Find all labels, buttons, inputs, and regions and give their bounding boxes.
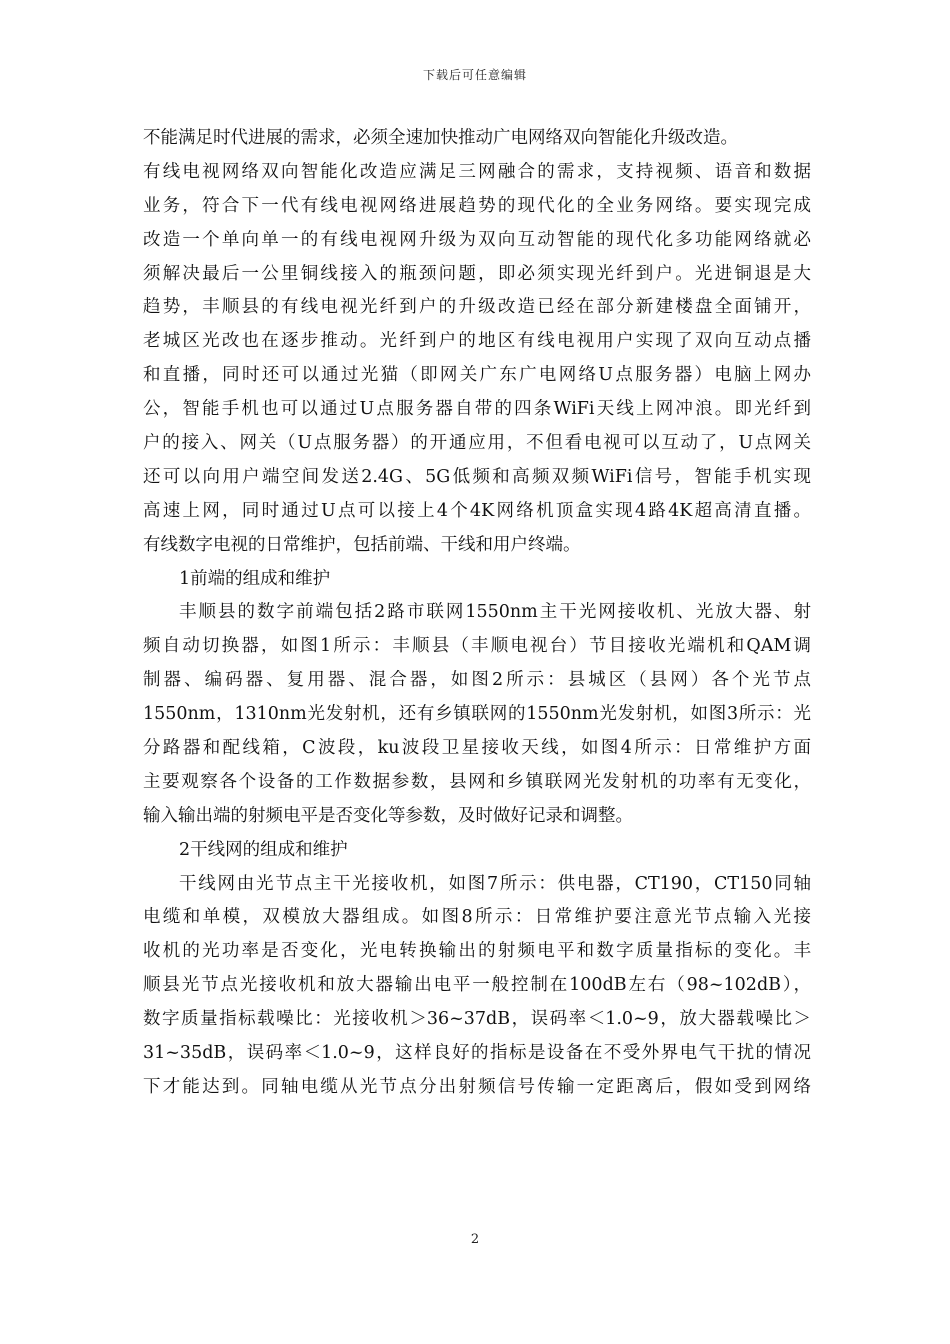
text-line: 频自动切换器，如图1所示：丰顺县（丰顺电视台）节目接收光端机和QAM调	[143, 636, 811, 657]
text-line: 输入输出端的射频电平是否变化等参数，及时做好记录和调整。	[143, 805, 633, 826]
text-line: 分路器和配线箱，C波段，ku波段卫星接收天线，如图4所示：日常维护方面	[143, 738, 811, 759]
text-line: 主要观察各个设备的工作数据参数，县网和乡镇联网光发射机的功率有无变化，	[143, 771, 811, 792]
text-line: 还可以向用户端空间发送2.4G、5G低频和高频双频WiFi信号，智能手机实现	[143, 466, 811, 487]
text-line: 高速上网，同时通过U点可以接上4个4K网络机顶盒实现4路4K超高清直播。	[143, 500, 811, 521]
text-line: 数字质量指标载噪比：光接收机＞36~37dB，误码率＜1.0~9，放大器载噪比＞	[143, 1009, 811, 1030]
text-line: 收机的光功率是否变化，光电转换输出的射频电平和数字质量指标的变化。丰	[143, 941, 811, 962]
text-line: 31~35dB，误码率＜1.0~9，这样良好的指标是设备在不受外界电气干扰的情况	[143, 1043, 811, 1064]
text-line: 公，智能手机也可以通过U点服务器自带的四条WiFi天线上网冲浪。即光纤到	[143, 399, 811, 420]
text-line: 业务，符合下一代有线电视网络进展趋势的现代化的全业务网络。要实现完成	[143, 195, 811, 216]
text-line: 电缆和单模，双模放大器组成。如图8所示：日常维护要注意光节点输入光接	[143, 907, 811, 928]
text-line: 有线电视网络双向智能化改造应满足三网融合的需求，支持视频、语音和数据	[143, 161, 811, 182]
text-line: 不能满足时代进展的需求，必须全速加快推动广电网络双向智能化升级改造。	[143, 128, 738, 148]
text-line: 户的接入、网关（U点服务器）的开通应用，不但看电视可以互动了，U点网关	[143, 433, 811, 454]
text-line: 下才能达到。同轴电缆从光节点分出射频信号传输一定距离后，假如受到网络	[143, 1076, 811, 1097]
document-body	[143, 122, 811, 1105]
text-line: 丰顺县的数字前端包括2路市联网1550nm主干光网接收机、光放大器、射	[179, 602, 811, 623]
text-line: 制器、编码器、复用器、混合器，如图2所示：县城区（县网）各个光节点	[143, 670, 811, 691]
text-line: 2干线网的组成和维护	[179, 839, 348, 860]
text-line: 1550nm，1310nm光发射机，还有乡镇联网的1550nm光发射机，如图3所示：光	[143, 704, 811, 725]
page-number: 2	[470, 1232, 480, 1247]
text-line: 干线网由光节点主干光接收机，如图7所示：供电器，CT190，CT150同轴	[179, 873, 811, 894]
text-line: 改造一个单向单一的有线电视网升级为双向互动智能的现代化多功能网络就必	[143, 229, 811, 250]
text-line: 趋势，丰顺县的有线电视光纤到户的升级改造已经在部分新建楼盘全面铺开，	[143, 297, 811, 318]
text-line: 有线数字电视的日常维护，包括前端、干线和用户终端。	[143, 534, 581, 555]
text-line: 老城区光改也在逐步推动。光纤到户的地区有线电视用户实现了双向互动点播	[143, 331, 811, 352]
text-line: 须解决最后一公里铜线接入的瓶颈问题，即必须实现光纤到户。光进铜退是大	[143, 263, 811, 284]
text-line: 和直播，同时还可以通过光猫（即网关广东广电网络U点服务器）电脑上网办	[143, 365, 811, 386]
text-line: 顺县光节点光接收机和放大器输出电平一般控制在100dB左右（98~102dB），	[143, 975, 811, 996]
text-line: 1前端的组成和维护	[179, 568, 331, 589]
page-header: 下载后可任意编辑	[422, 68, 527, 82]
